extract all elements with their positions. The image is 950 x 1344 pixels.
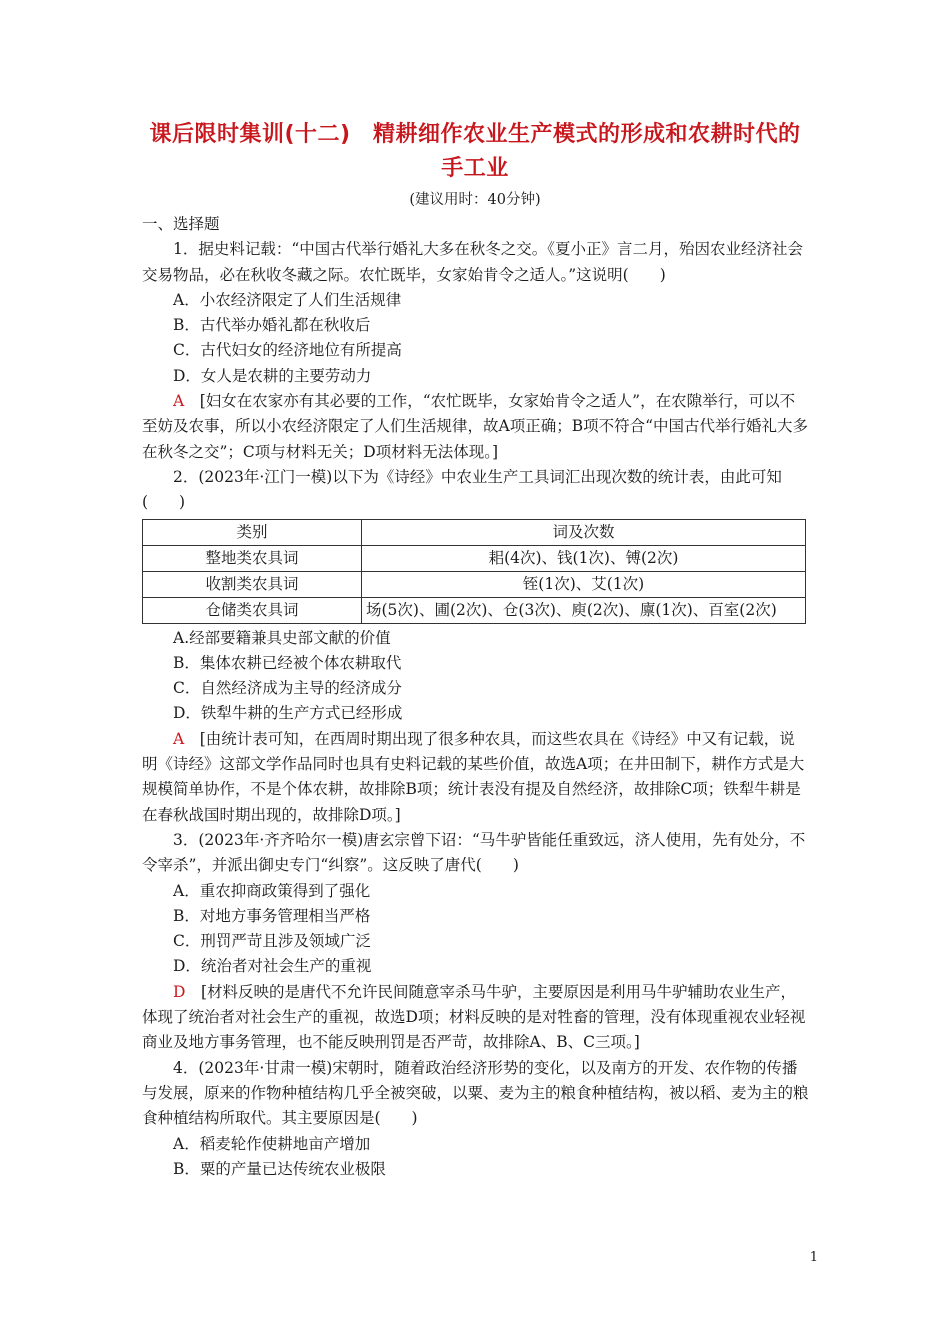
section-heading: 一、选择题 xyxy=(142,215,220,233)
table-cell: 耜(4次)、钱(1次)、镈(2次) xyxy=(362,545,806,571)
question-1-option-b: B．古代举办婚礼都在秋收后 xyxy=(173,316,371,335)
question-2-option-c: C．自然经济成为主导的经济成分 xyxy=(173,679,402,698)
question-1-explanation-text: [妇女在农家亦有其必要的工作，“农忙既毕，女家始肯令之适人”，在农隙举行，可以不至妨及农事，所以小农经济限定了人们生活规律，故A项正确；B项不符合“中国古代举行婚礼大多在秋冬之交”；C项与材料无关；D项材料无法体现。] xyxy=(142,392,809,461)
table-row xyxy=(143,545,806,571)
table-header-row xyxy=(143,519,806,545)
question-2-option-a: A.经部要籍兼具史部文献的价值 xyxy=(173,628,391,647)
question-1-explanation xyxy=(142,389,810,465)
question-3-option-a: A．重农抑商政策得到了强化 xyxy=(173,881,371,900)
question-4-option-b: B．粟的产量已达传统农业极限 xyxy=(173,1159,386,1178)
question-2-option-b: B．集体农耕已经被个体农耕取代 xyxy=(173,653,402,672)
question-4-stem: 4．(2023年·甘肃一模)宋朝时，随着政治经济形势的变化，以及南方的开发、农作物的传播与发展，原来的作物种植结构几乎全被突破，以粟、麦为主的粮食种植结构，被以稻、麦为主的粮食种植结构所取代。其主要原因是( ) xyxy=(142,1058,809,1128)
question-1-stem: 1．据史料记载：“中国古代举行婚礼大多在秋冬之交。《夏小正》言二月，殆因农业经济社会交易物品，必在秋收冬藏之际。农忙既毕，女家始肯令之适人。”这说明( ) xyxy=(142,240,804,284)
question-1-option-a: A．小农经济限定了人们生活规律 xyxy=(173,290,402,309)
question-1-answer: A xyxy=(173,392,185,411)
question-3-option-b: B．对地方事务管理相当严格 xyxy=(173,906,371,925)
question-2-option-d: D．铁犁牛耕的生产方式已经形成 xyxy=(173,704,403,723)
question-3-option-d: D．统治者对社会生产的重视 xyxy=(173,957,372,976)
table-header-category: 类别 xyxy=(143,519,362,545)
question-3-answer: D xyxy=(173,982,186,1001)
page-number: 1 xyxy=(809,1250,818,1265)
question-2-explanation-text: [由统计表可知，在西周时期出现了很多种农具，而这些农具在《诗经》中又有记载，说明《诗经》这部文学作品同时也具有史料记载的某些价值，故选A项；在井田制下，耕作方式是大规模简单协作，不是个体农耕，故排除B项；统计表没有提及自然经济，故排除C项；铁犁牛耕是在春秋战国时期出现的，故排除D项。] xyxy=(142,729,805,824)
question-3-explanation-text: [材料反映的是唐代不允许民间随意宰杀马牛驴，主要原因是利用马牛驴辅助农业生产，体现了统治者对社会生产的重视，故选D项；材料反映的是对牲畜的管理，没有体现重视农业轻视商业及地方事务管理，也不能反映刑罚是否严苛，故排除A、B、C三项。] xyxy=(142,982,806,1052)
tool-statistics-table xyxy=(142,519,806,624)
table-row xyxy=(143,571,806,597)
suggested-time: (建议用时：40分钟) xyxy=(409,192,541,208)
page-title-line2: 手工业 xyxy=(441,156,509,181)
table-row xyxy=(143,597,806,623)
question-1-option-d: D．女人是农耕的主要劳动力 xyxy=(173,366,372,385)
question-4-option-a: A．稻麦轮作使耕地亩产增加 xyxy=(173,1134,371,1153)
question-1-option-c: C．古代妇女的经济地位有所提高 xyxy=(173,341,402,360)
question-3-explanation xyxy=(142,980,810,1056)
question-3-stem: 3．(2023年·齐齐哈尔一模)唐玄宗曾下诏：“马牛驴皆能任重致远，济人使用，先有处分，不令宰杀”，并派出御史专门“纠察”。这反映了唐代( ) xyxy=(142,830,806,875)
table-cell: 收割类农具词 xyxy=(143,571,362,597)
question-3-option-c: C．刑罚严苛且涉及领域广泛 xyxy=(173,932,371,951)
question-2-explanation xyxy=(142,727,810,828)
document-body xyxy=(142,212,810,1182)
question-2-answer: A xyxy=(173,729,185,748)
question-2-stem: 2．(2023年·江门一模)以下为《诗经》中农业生产工具词汇出现次数的统计表，由此可知( ) xyxy=(142,467,782,512)
table-cell: 场(5次)、圃(2次)、仓(3次)、庾(2次)、廪(1次)、百室(2次) xyxy=(362,597,806,623)
table-cell: 铚(1次)、艾(1次) xyxy=(362,571,806,597)
table-cell: 仓储类农具词 xyxy=(143,597,362,623)
table-header-words: 词及次数 xyxy=(362,519,806,545)
table-cell: 整地类农具词 xyxy=(143,545,362,571)
page-title-line1: 课后限时集训(十二) 精耕细作农业生产模式的形成和农耕时代的 xyxy=(149,122,801,147)
